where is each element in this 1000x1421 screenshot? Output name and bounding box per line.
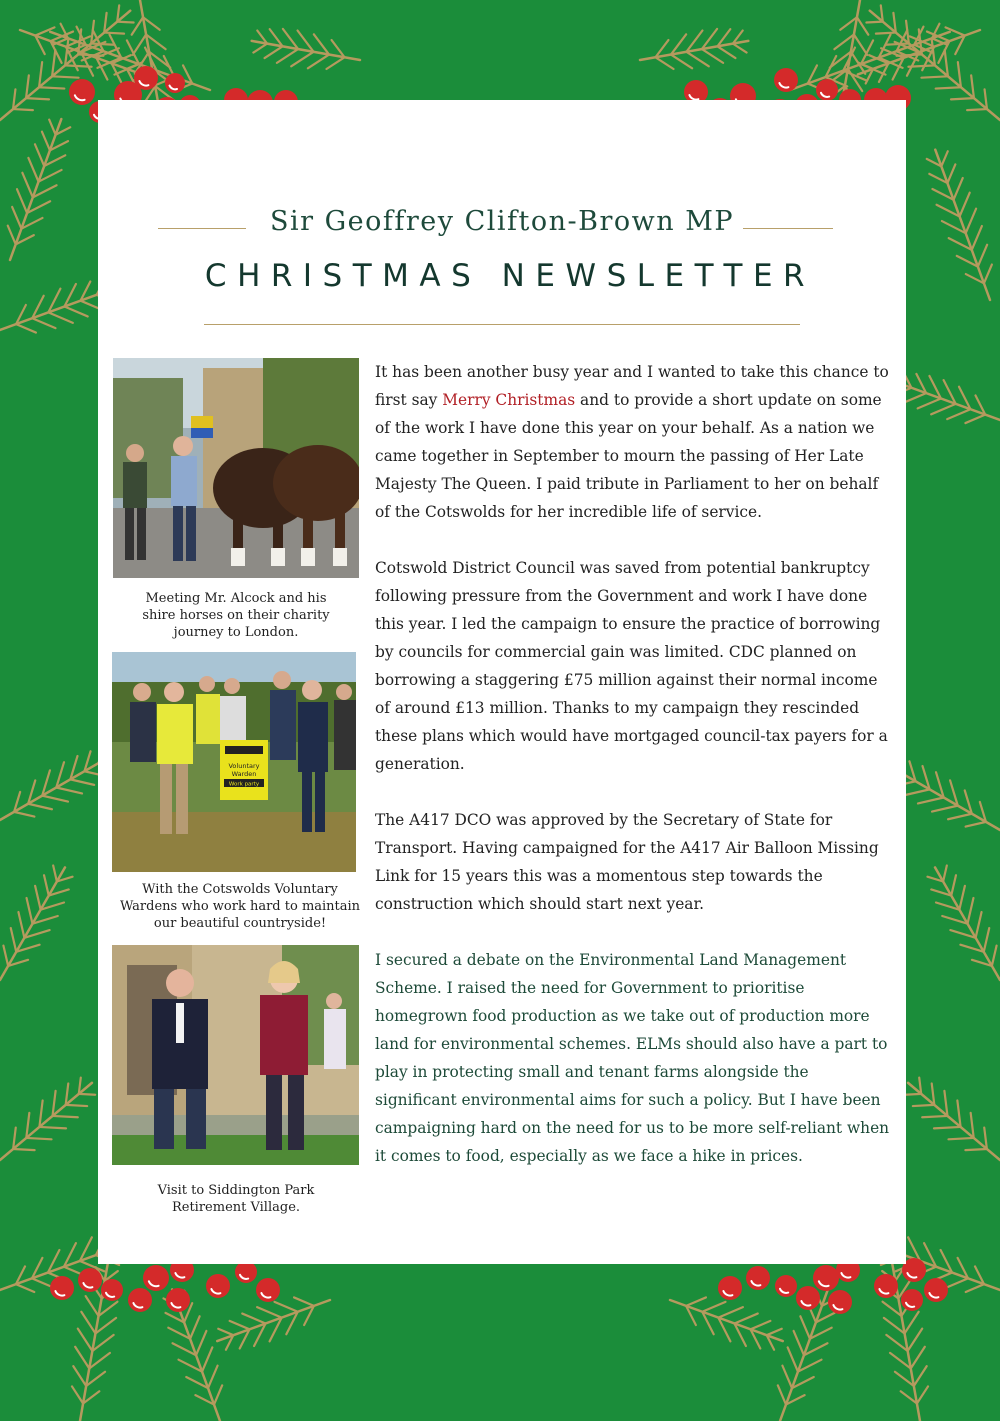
photo-shire-horses bbox=[113, 358, 359, 578]
holly-berry bbox=[924, 1278, 948, 1302]
newsletter-title: CHRISTMAS NEWSLETTER bbox=[204, 258, 816, 294]
paragraph-elms: I secured a debate on the Environmental Land Management Scheme. I raised the need for Government to prioritise homegrown food production as we take out of production more land for environmental schemes. ELMs should also have a part to play in protecting small and tenant farms alongside the significant environmental aims for such a policy. But I have been campaigning hard on the need for us to be more self-reliant when it comes to food, especially as we face a hike in prices. bbox=[375, 951, 890, 1165]
sign-text-line3: Work party bbox=[228, 781, 260, 788]
paragraph-intro-text-end: and to provide a short update on some of the work I have done this year on your behalf. As a nation we came together in September to mourn the passing of Her Late Majesty The Queen. I paid tribute in Parliament to her on behalf of the Cotswolds for her incredible life of service. bbox=[375, 391, 882, 521]
header-rule-bottom bbox=[204, 324, 800, 325]
paragraph-a417: The A417 DCO was approved by the Secretary of State for Transport. Having campaigned for the A417 Air Balloon Missing Link for 15 years this was a momentous step towards the construction which should start next year. bbox=[375, 811, 879, 913]
holly-berry bbox=[256, 1278, 280, 1302]
holly-berry bbox=[128, 1288, 152, 1312]
holly-berry bbox=[206, 1274, 230, 1298]
holly-berry bbox=[874, 1274, 898, 1298]
holly-berry bbox=[816, 79, 838, 101]
paragraph-intro-text-start: It has been another busy year and I wanted to take this chance to first say bbox=[375, 363, 889, 409]
paragraph-council: Cotswold District Council was saved from potential bankruptcy following pressure from the Government and work I have done this year. I led the campaign to ensure the practice of borrowing by councils for commercial gain was limited. CDC planned on borrowing a staggering £75 million against their normal income of around £13 million. Thanks to my campaign they rescinded these plans which would have mortgaged council-tax payers for a generation. bbox=[375, 559, 888, 773]
sign-text-line2: Warden bbox=[231, 770, 257, 778]
merry-christmas-highlight: Merry Christmas bbox=[442, 391, 576, 409]
pine-branch bbox=[918, 143, 1000, 306]
pine-branch bbox=[0, 113, 78, 266]
photo-caption-shire-horses: Meeting Mr. Alcock and his shire horses on their charity journey to London. bbox=[142, 591, 330, 640]
mp-name: Sir Geoffrey Clifton-Brown MP bbox=[269, 206, 735, 237]
pine-branch bbox=[890, 365, 1000, 437]
mp-name-row bbox=[98, 206, 906, 237]
pine-branch bbox=[249, 23, 364, 78]
holly-berry bbox=[746, 1266, 770, 1290]
pine-branch bbox=[919, 858, 1000, 989]
holly-berry bbox=[101, 1279, 123, 1301]
holly-berry bbox=[78, 1268, 102, 1292]
pine-branch bbox=[0, 1069, 104, 1174]
holly-berry bbox=[235, 1261, 257, 1283]
newsletter-body bbox=[375, 358, 895, 1198]
holly-berry bbox=[718, 1276, 742, 1300]
holly-berry bbox=[134, 66, 158, 90]
holly-berry bbox=[828, 1290, 852, 1314]
pine-branch bbox=[896, 1069, 1000, 1174]
sign-text-line1: Voluntary bbox=[228, 762, 260, 770]
holly-berry bbox=[50, 1276, 74, 1300]
holly-berry bbox=[775, 1275, 797, 1297]
pine-branch bbox=[637, 23, 752, 78]
photo-siddington-park bbox=[112, 945, 359, 1165]
holly-berry bbox=[165, 73, 185, 93]
holly-berry bbox=[143, 1265, 169, 1291]
holly-berry bbox=[774, 68, 798, 92]
header-rule-right bbox=[743, 228, 833, 229]
photo-caption-voluntary-wardens: With the Cotswolds Voluntary Wardens who work hard to maintain our beautiful countryside! bbox=[119, 882, 361, 931]
holly-berry bbox=[796, 1286, 820, 1310]
photo-voluntary-wardens bbox=[112, 652, 356, 872]
newsletter-page bbox=[98, 100, 906, 1264]
paragraph-intro bbox=[375, 358, 895, 526]
newsletter-header bbox=[98, 100, 906, 340]
pine-branch bbox=[0, 858, 81, 989]
holly-berry bbox=[901, 1289, 923, 1311]
photo-caption-siddington-park: Visit to Siddington Park Retirement Village. bbox=[157, 1183, 315, 1215]
holly-berry bbox=[166, 1288, 190, 1312]
holly-berry bbox=[69, 79, 95, 105]
holly-berry bbox=[813, 1265, 839, 1291]
pine-branch bbox=[852, 13, 986, 91]
